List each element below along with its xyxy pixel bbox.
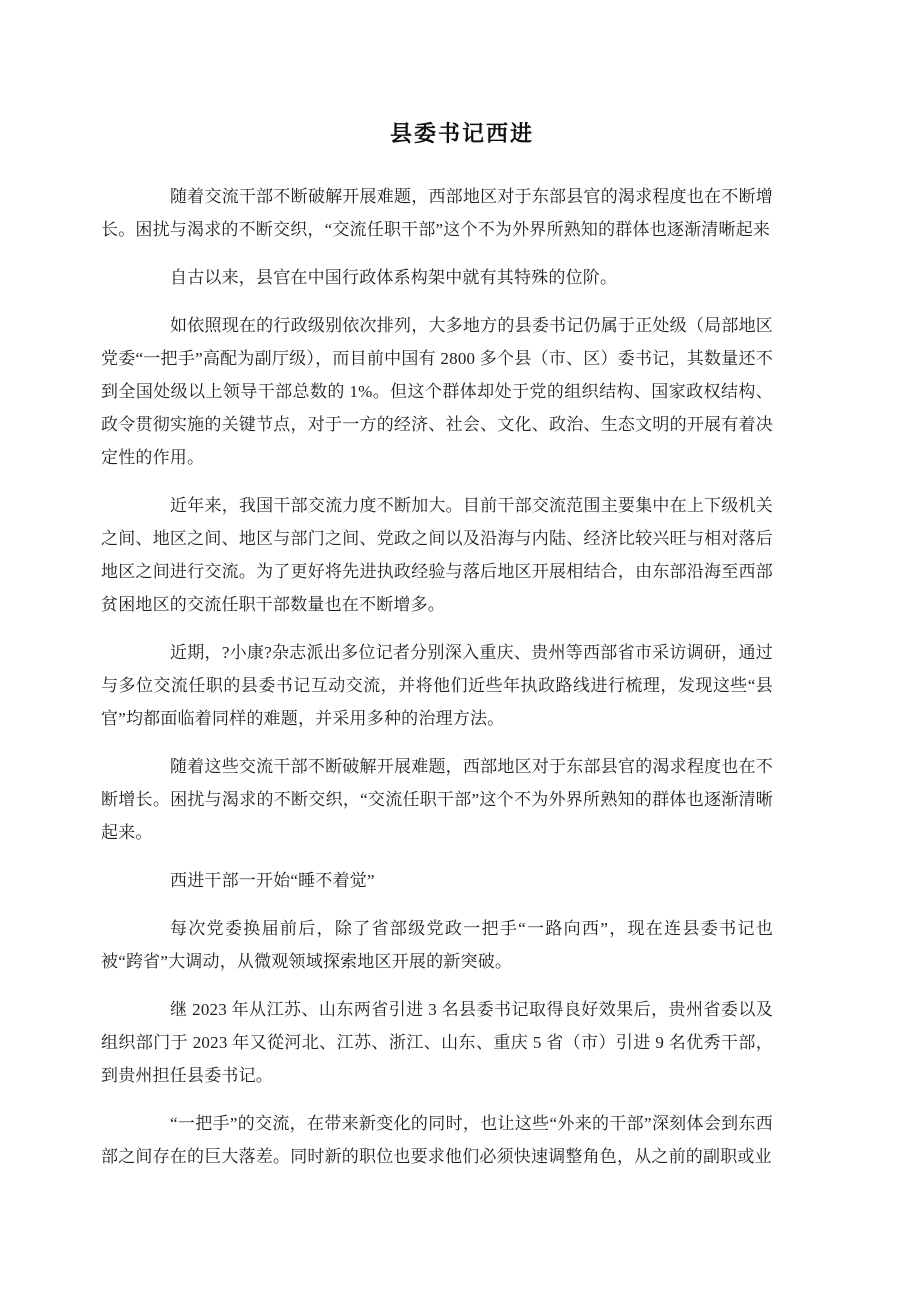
- document-body: [101, 180, 773, 1173]
- paragraph: 随着交流干部不断破解开展难题，西部地区对于东部县官的渴求程度也在不断增长。困扰与渴求的不断交织，“交流任职干部”这个不为外界所熟知的群体也逐渐清晰起来: [101, 187, 773, 239]
- paragraph: 近年来，我国干部交流力度不断加大。目前干部交流范围主要集中在上下级机关之间、地区之间、地区与部门之间、党政之间以及沿海与内陆、经济比较兴旺与相对落后地区之间进行交流。为了更好将先进执政经验与落后地区开展相结合，由东部沿海至西部贫困地区的交流任职干部数量也在不断增多。: [101, 496, 773, 614]
- paragraph: 每次党委换届前后，除了省部级党政一把手“一路向西”，现在连县委书记也被“跨省”大调动，从微观领域探索地区开展的新突破。: [101, 919, 773, 971]
- paragraph: 继 2023 年从江苏、山东两省引进 3 名县委书记取得良好效果后，贵州省委以及组织部门于 2023 年又從河北、江苏、浙江、山东、重庆 5 省（市）引进 9 名优秀干部，到贵州担任县委书记。: [101, 1000, 773, 1085]
- document-title: 县委书记西进: [389, 121, 534, 146]
- paragraph: 随着这些交流干部不断破解开展难题，西部地区对于东部县官的渴求程度也在不断增长。困扰与渴求的不断交织，“交流任职干部”这个不为外界所熟知的群体也逐渐清晰起来。: [101, 757, 773, 842]
- paragraph: 近期，?小康?杂志派出多位记者分别深入重庆、贵州等西部省市采访调研，通过与多位交流任职的县委书记互动交流，并将他们近些年执政路线进行梳理，发现这些“县官”均都面临着同样的难题，并采用多种的治理方法。: [101, 643, 773, 728]
- paragraph: “一把手”的交流，在带来新变化的同时，也让这些“外来的干部”深刻体会到东西部之间存在的巨大落差。同时新的职位也要求他们必须快速调整角色，从之前的副职或业: [101, 1114, 773, 1166]
- paragraph: 如依照现在的行政级别依次排列，大多地方的县委书记仍属于正处级（局部地区党委“一把手”高配为副厅级），而目前中国有 2800 多个县（市、区）委书记，其数量还不到全国处级以上领导干部总数的 1%。但这个群体却处于党的组织结构、国家政权结构、政令贯彻实施的关键节点，对于一方的经济、社会、文化、政治、生态文明的开展有着决定性的作用。: [101, 316, 773, 467]
- paragraph: 自古以来，县官在中国行政体系构架中就有其特殊的位阶。: [170, 268, 618, 287]
- section-heading: 西进干部一开始“睡不着觉”: [170, 871, 375, 890]
